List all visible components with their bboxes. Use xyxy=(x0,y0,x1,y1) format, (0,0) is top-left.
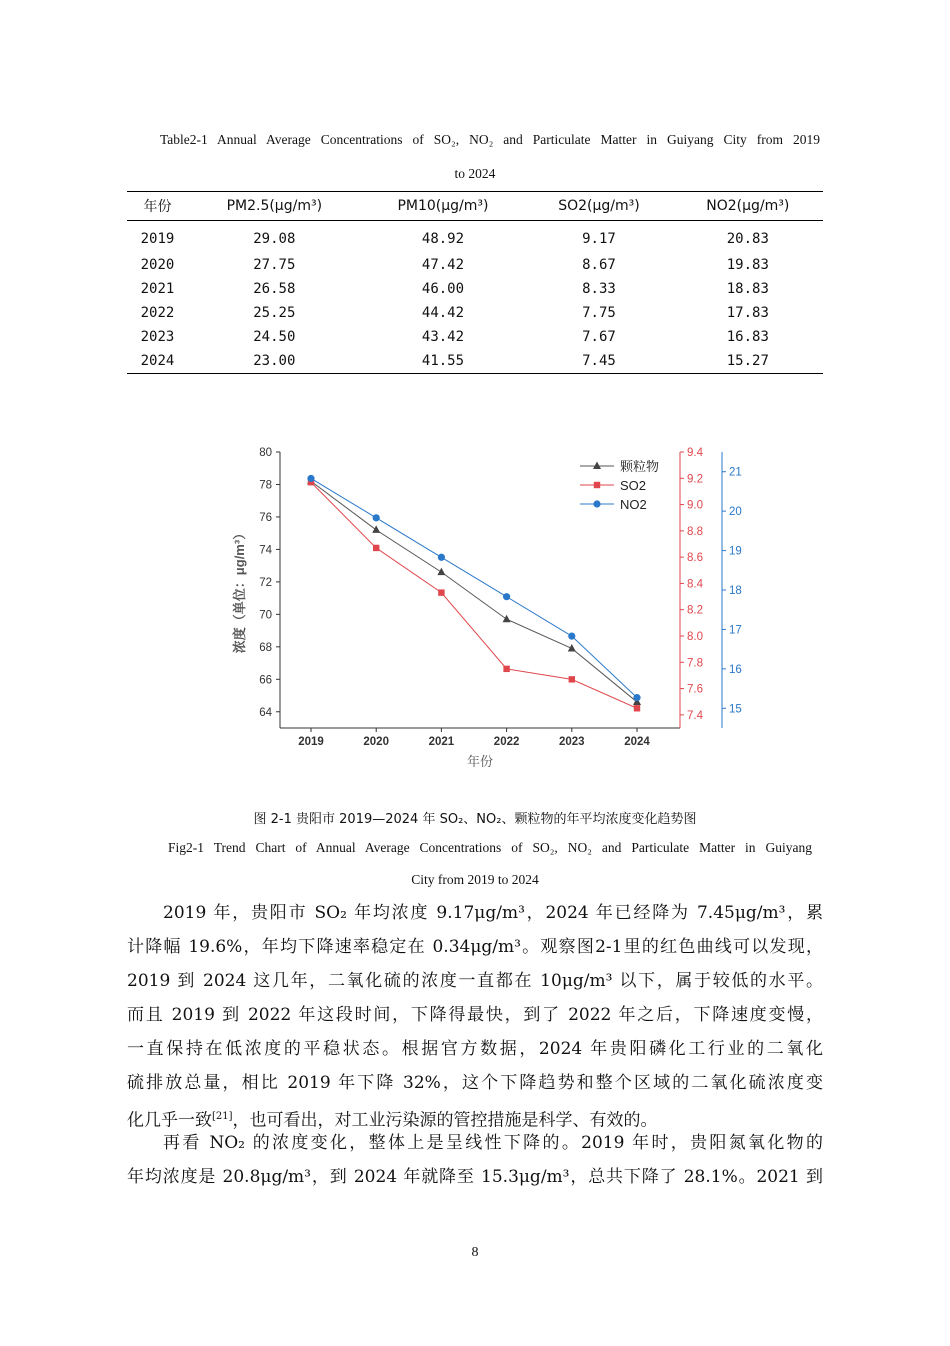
y-no2-tick-label: 20 xyxy=(729,506,742,519)
paragraph-line: 再看 NO₂ 的浓度变化，整体上是呈线性下降的。2019 年时，贵阳氮氧化物的 xyxy=(163,1133,823,1153)
table-cell: 2022 xyxy=(140,305,175,321)
y-left-tick-label: 66 xyxy=(259,674,272,687)
paragraph-line: 年均浓度是 20.8μg/m³，到 2024 年就降至 15.3μg/m³，总共下降了 28.1%。2021 到 xyxy=(127,1167,823,1187)
x-tick-label: 2023 xyxy=(559,736,585,748)
table-cell: 27.75 xyxy=(253,257,296,273)
table-row xyxy=(127,301,823,325)
legend-marker xyxy=(594,482,600,488)
data-point-no2 xyxy=(307,475,314,482)
table-cell: 46.00 xyxy=(421,281,465,297)
data-point-so2 xyxy=(569,676,575,682)
header-so2: SO2(μg/m³) xyxy=(558,198,640,214)
legend-label: SO2 xyxy=(620,478,647,493)
y-so2-tick-label: 8.2 xyxy=(687,604,703,617)
series-line-颗粒物 xyxy=(311,481,637,702)
y-no2-tick-label: 21 xyxy=(729,466,742,479)
y-no2-tick-label: 15 xyxy=(729,703,742,716)
table-cell: 8.33 xyxy=(582,281,616,297)
table-cell: 44.42 xyxy=(421,305,465,321)
page-number: 8 xyxy=(471,1245,479,1260)
paragraph-line: 计降幅 19.6%，年均下降速率稳定在 0.34μg/m³。观察图2-1里的红色曲线可以发现， xyxy=(127,937,823,957)
table-cell: 2019 xyxy=(140,231,175,247)
header-pm25: PM2.5(μg/m³) xyxy=(226,198,323,214)
y-left-tick-label: 80 xyxy=(259,447,272,459)
data-point-particulate xyxy=(437,568,445,576)
table-cell: 43.42 xyxy=(421,329,465,345)
y-so2-tick-label: 8.6 xyxy=(687,552,703,565)
y-so2-tick-label: 8.0 xyxy=(687,631,703,643)
y-left-tick-label: 70 xyxy=(259,609,272,622)
data-point-so2 xyxy=(503,666,509,672)
figure-caption-en-continued: City from 2019 to 2024 xyxy=(411,872,539,887)
y-left-tick-label: 64 xyxy=(259,706,272,719)
y-so2-tick-label: 9.0 xyxy=(687,499,703,512)
data-point-particulate xyxy=(372,525,380,533)
table-cell: 26.58 xyxy=(253,281,296,297)
table-cell: 15.27 xyxy=(726,352,769,369)
x-tick-label: 2020 xyxy=(363,736,389,748)
data-point-no2 xyxy=(373,514,380,521)
data-point-no2 xyxy=(568,633,575,640)
paragraph-so2 xyxy=(127,896,823,1134)
table-cell: 2024 xyxy=(140,352,175,369)
table-cell: 19.83 xyxy=(726,257,769,273)
y-no2-tick-label: 17 xyxy=(729,624,742,637)
table-row xyxy=(127,325,823,349)
y-so2-tick-label: 8.4 xyxy=(687,578,703,591)
y-left-tick-label: 72 xyxy=(259,576,272,589)
figure-caption-cn: 图 2-1 贵阳市 2019—2024 年 SO₂、NO₂、颗粒物的年平均浓度变化趋势图 xyxy=(253,812,697,827)
series-line-NO2 xyxy=(311,478,637,697)
citation-21: [21] xyxy=(212,1111,233,1122)
table-cell: 8.67 xyxy=(582,257,616,273)
table-caption-en: Table2-1 Annual Average Concentrations of SO₂, NO₂ and Particulate Matter in Guiyang City from 2019 xyxy=(160,132,820,147)
y-left-tick-label: 68 xyxy=(259,641,272,654)
y-so2-tick-label: 7.8 xyxy=(687,657,703,670)
x-tick-label: 2019 xyxy=(298,736,324,748)
y-left-tick-label: 74 xyxy=(259,544,272,557)
header-pm10: PM10(μg/m³) xyxy=(397,198,489,214)
y-no2-tick-label: 16 xyxy=(729,663,742,676)
header-year: 年份 xyxy=(143,199,172,215)
table-cell: 24.50 xyxy=(253,329,296,345)
table-caption-en-continued: to 2024 xyxy=(454,166,496,181)
table-cell: 23.00 xyxy=(253,352,296,369)
paragraph-text: 化几乎一致 xyxy=(127,1110,212,1131)
y-so2-tick-label: 8.8 xyxy=(687,525,703,538)
table-cell: 48.92 xyxy=(421,231,465,247)
table-row xyxy=(127,349,823,373)
table-cell: 7.45 xyxy=(582,352,616,369)
table-cell: 29.08 xyxy=(253,231,296,247)
table-cell: 2020 xyxy=(140,257,175,273)
data-point-so2 xyxy=(438,589,444,595)
legend-marker xyxy=(593,462,601,470)
table-cell: 7.75 xyxy=(582,305,616,321)
table-cell: 2023 xyxy=(140,329,175,345)
y-so2-tick-label: 7.6 xyxy=(687,683,703,696)
table-cell: 16.83 xyxy=(726,329,769,345)
paragraph-text: ，也可看出，对工业污染源的管控措施是科学、有效的。 xyxy=(232,1110,658,1131)
legend-label: NO2 xyxy=(620,497,647,512)
paragraph-line: 一直保持在低浓度的平稳状态。根据官方数据，2024 年贵阳磷化工行业的二氧化 xyxy=(127,1039,823,1059)
y-left-tick-label: 76 xyxy=(259,511,272,524)
y-left-tick-label: 78 xyxy=(259,479,272,492)
table-cell: 7.67 xyxy=(582,329,616,345)
table-cell: 25.25 xyxy=(253,305,296,321)
paragraph-no2 xyxy=(127,1126,823,1194)
table-cell: 41.55 xyxy=(421,352,465,369)
x-tick-label: 2022 xyxy=(493,736,520,748)
concentration-table xyxy=(127,191,823,374)
trend-chart xyxy=(230,440,750,780)
table-cell: 9.17 xyxy=(582,231,616,247)
table-cell: 47.42 xyxy=(421,257,465,273)
paragraph-line: 2019 到 2024 这几年，二氧化硫的浓度一直都在 10μg/m³ 以下，属于较低的水平。 xyxy=(127,971,823,991)
table-row xyxy=(127,221,823,254)
table-cell: 20.83 xyxy=(726,231,769,247)
x-tick-label: 2024 xyxy=(624,736,650,748)
table-row xyxy=(127,253,823,277)
table-row xyxy=(127,277,823,301)
y-no2-tick-label: 18 xyxy=(729,585,742,597)
paragraph-line: 硫排放总量，相比 2019 年下降 32%，这个下降趋势和整个区域的二氧化硫浓度变 xyxy=(127,1073,823,1093)
y-no2-tick-label: 19 xyxy=(729,545,742,558)
legend-label: 颗粒物 xyxy=(620,459,660,474)
paragraph-line: 2019 年，贵阳市 SO₂ 年均浓度 9.17μg/m³，2024 年已经降为 7.45μg/m³，累 xyxy=(163,903,823,923)
data-point-particulate xyxy=(503,615,511,623)
data-point-no2 xyxy=(633,694,640,701)
data-point-no2 xyxy=(438,554,445,561)
data-point-so2 xyxy=(373,545,379,551)
figure-caption-en: Fig2-1 Trend Chart of Annual Average Concentrations of SO₂, NO₂ and Particulate Matter in Guiyang xyxy=(168,840,812,855)
table-cell: 18.83 xyxy=(726,281,769,297)
legend-marker xyxy=(593,500,600,507)
x-tick-label: 2021 xyxy=(428,736,455,748)
table-cell: 17.83 xyxy=(726,305,769,321)
x-axis-label: 年份 xyxy=(466,754,494,769)
table-cell: 2021 xyxy=(140,281,175,297)
y-axis-label: 浓度（单位：μg/m³） xyxy=(232,526,247,654)
data-point-no2 xyxy=(503,593,510,600)
paragraph-line: 而且 2019 到 2022 年这段时间，下降得最快，到了 2022 年之后，下降速度变慢， xyxy=(127,1005,823,1025)
y-so2-tick-label: 9.4 xyxy=(687,447,703,459)
table-header-row xyxy=(127,192,823,221)
y-so2-tick-label: 7.4 xyxy=(687,709,703,722)
header-no2: NO2(μg/m³) xyxy=(706,198,790,214)
y-so2-tick-label: 9.2 xyxy=(687,473,703,486)
data-point-so2 xyxy=(634,705,640,711)
